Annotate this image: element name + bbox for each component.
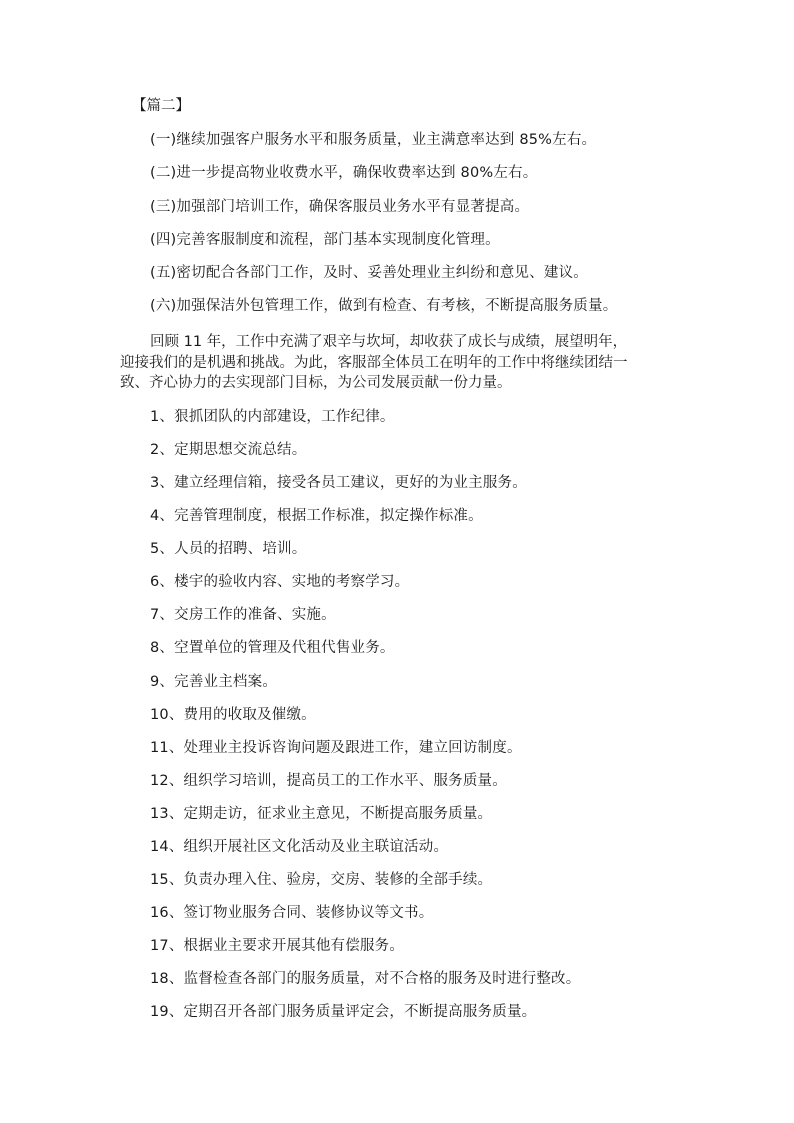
task-item: 17、根据业主要求开展其他有偿服务。	[150, 938, 405, 954]
task-item: 10、费用的收取及催缴。	[150, 707, 316, 723]
goal-item: (五)密切配合各部门工作，及时、妥善处理业主纠纷和意见、建议。	[150, 265, 589, 281]
task-item: 19、定期召开各部门服务质量评定会，不断提高服务质量。	[150, 1004, 537, 1020]
task-item: 4、完善管理制度，根据工作标准，拟定操作标准。	[150, 508, 483, 524]
goal-item: (三)加强部门培训工作，确保客服员业务水平有显著提高。	[150, 199, 530, 215]
review-line: 回顾 11 年，工作中充满了艰辛与坎坷，却收获了成长与成绩，展望明年，	[150, 334, 628, 350]
task-item: 12、组织学习培训，提高员工的工作水平、服务质量。	[150, 773, 507, 789]
task-item: 6、楼宇的验收内容、实地的考察学习。	[150, 574, 410, 590]
task-item: 2、定期思想交流总结。	[150, 442, 307, 458]
task-item: 11、处理业主投诉咨询问题及跟进工作，建立回访制度。	[150, 740, 522, 756]
task-item: 14、组织开展社区文化活动及业主联谊活动。	[150, 839, 449, 855]
goal-item: (一)继续加强客户服务水平和服务质量，业主满意率达到 85%左右。	[150, 132, 597, 148]
review-line: 致、齐心协力的去实现部门目标，为公司发展贡献一份力量。	[120, 375, 512, 391]
goal-item: (六)加强保洁外包管理工作，做到有检查、有考核，不断提高服务质量。	[150, 298, 618, 314]
task-item: 13、定期走访，征求业主意见，不断提高服务质量。	[150, 806, 493, 822]
task-item: 1、狠抓团队的内部建设，工作纪律。	[150, 409, 395, 425]
section-heading: 【篇二】	[132, 98, 190, 114]
task-item: 16、签订物业服务合同、装修协议等文书。	[150, 905, 434, 921]
task-item: 15、负责办理入住、验房，交房、装修的全部手续。	[150, 872, 493, 888]
task-item: 5、人员的招聘、培训。	[150, 541, 307, 557]
review-paragraph	[120, 332, 680, 394]
review-line: 迎接我们的是机遇和挑战。为此，客服部全体员工在明年的工作中将继续团结一	[120, 354, 628, 371]
goal-item: (二)进一步提高物业收费水平，确保收费率达到 80%左右。	[150, 165, 538, 181]
task-item: 3、建立经理信箱，接受各员工建议，更好的为业主服务。	[150, 475, 527, 491]
task-item: 9、完善业主档案。	[150, 674, 278, 690]
task-item: 7、交房工作的准备、实施。	[150, 607, 336, 623]
goal-item: (四)完善客服制度和流程，部门基本实现制度化管理。	[150, 232, 500, 248]
task-item: 18、监督检查各部门的服务质量，对不合格的服务及时进行整改。	[150, 971, 581, 987]
task-item: 8、空置单位的管理及代租代售业务。	[150, 640, 395, 656]
